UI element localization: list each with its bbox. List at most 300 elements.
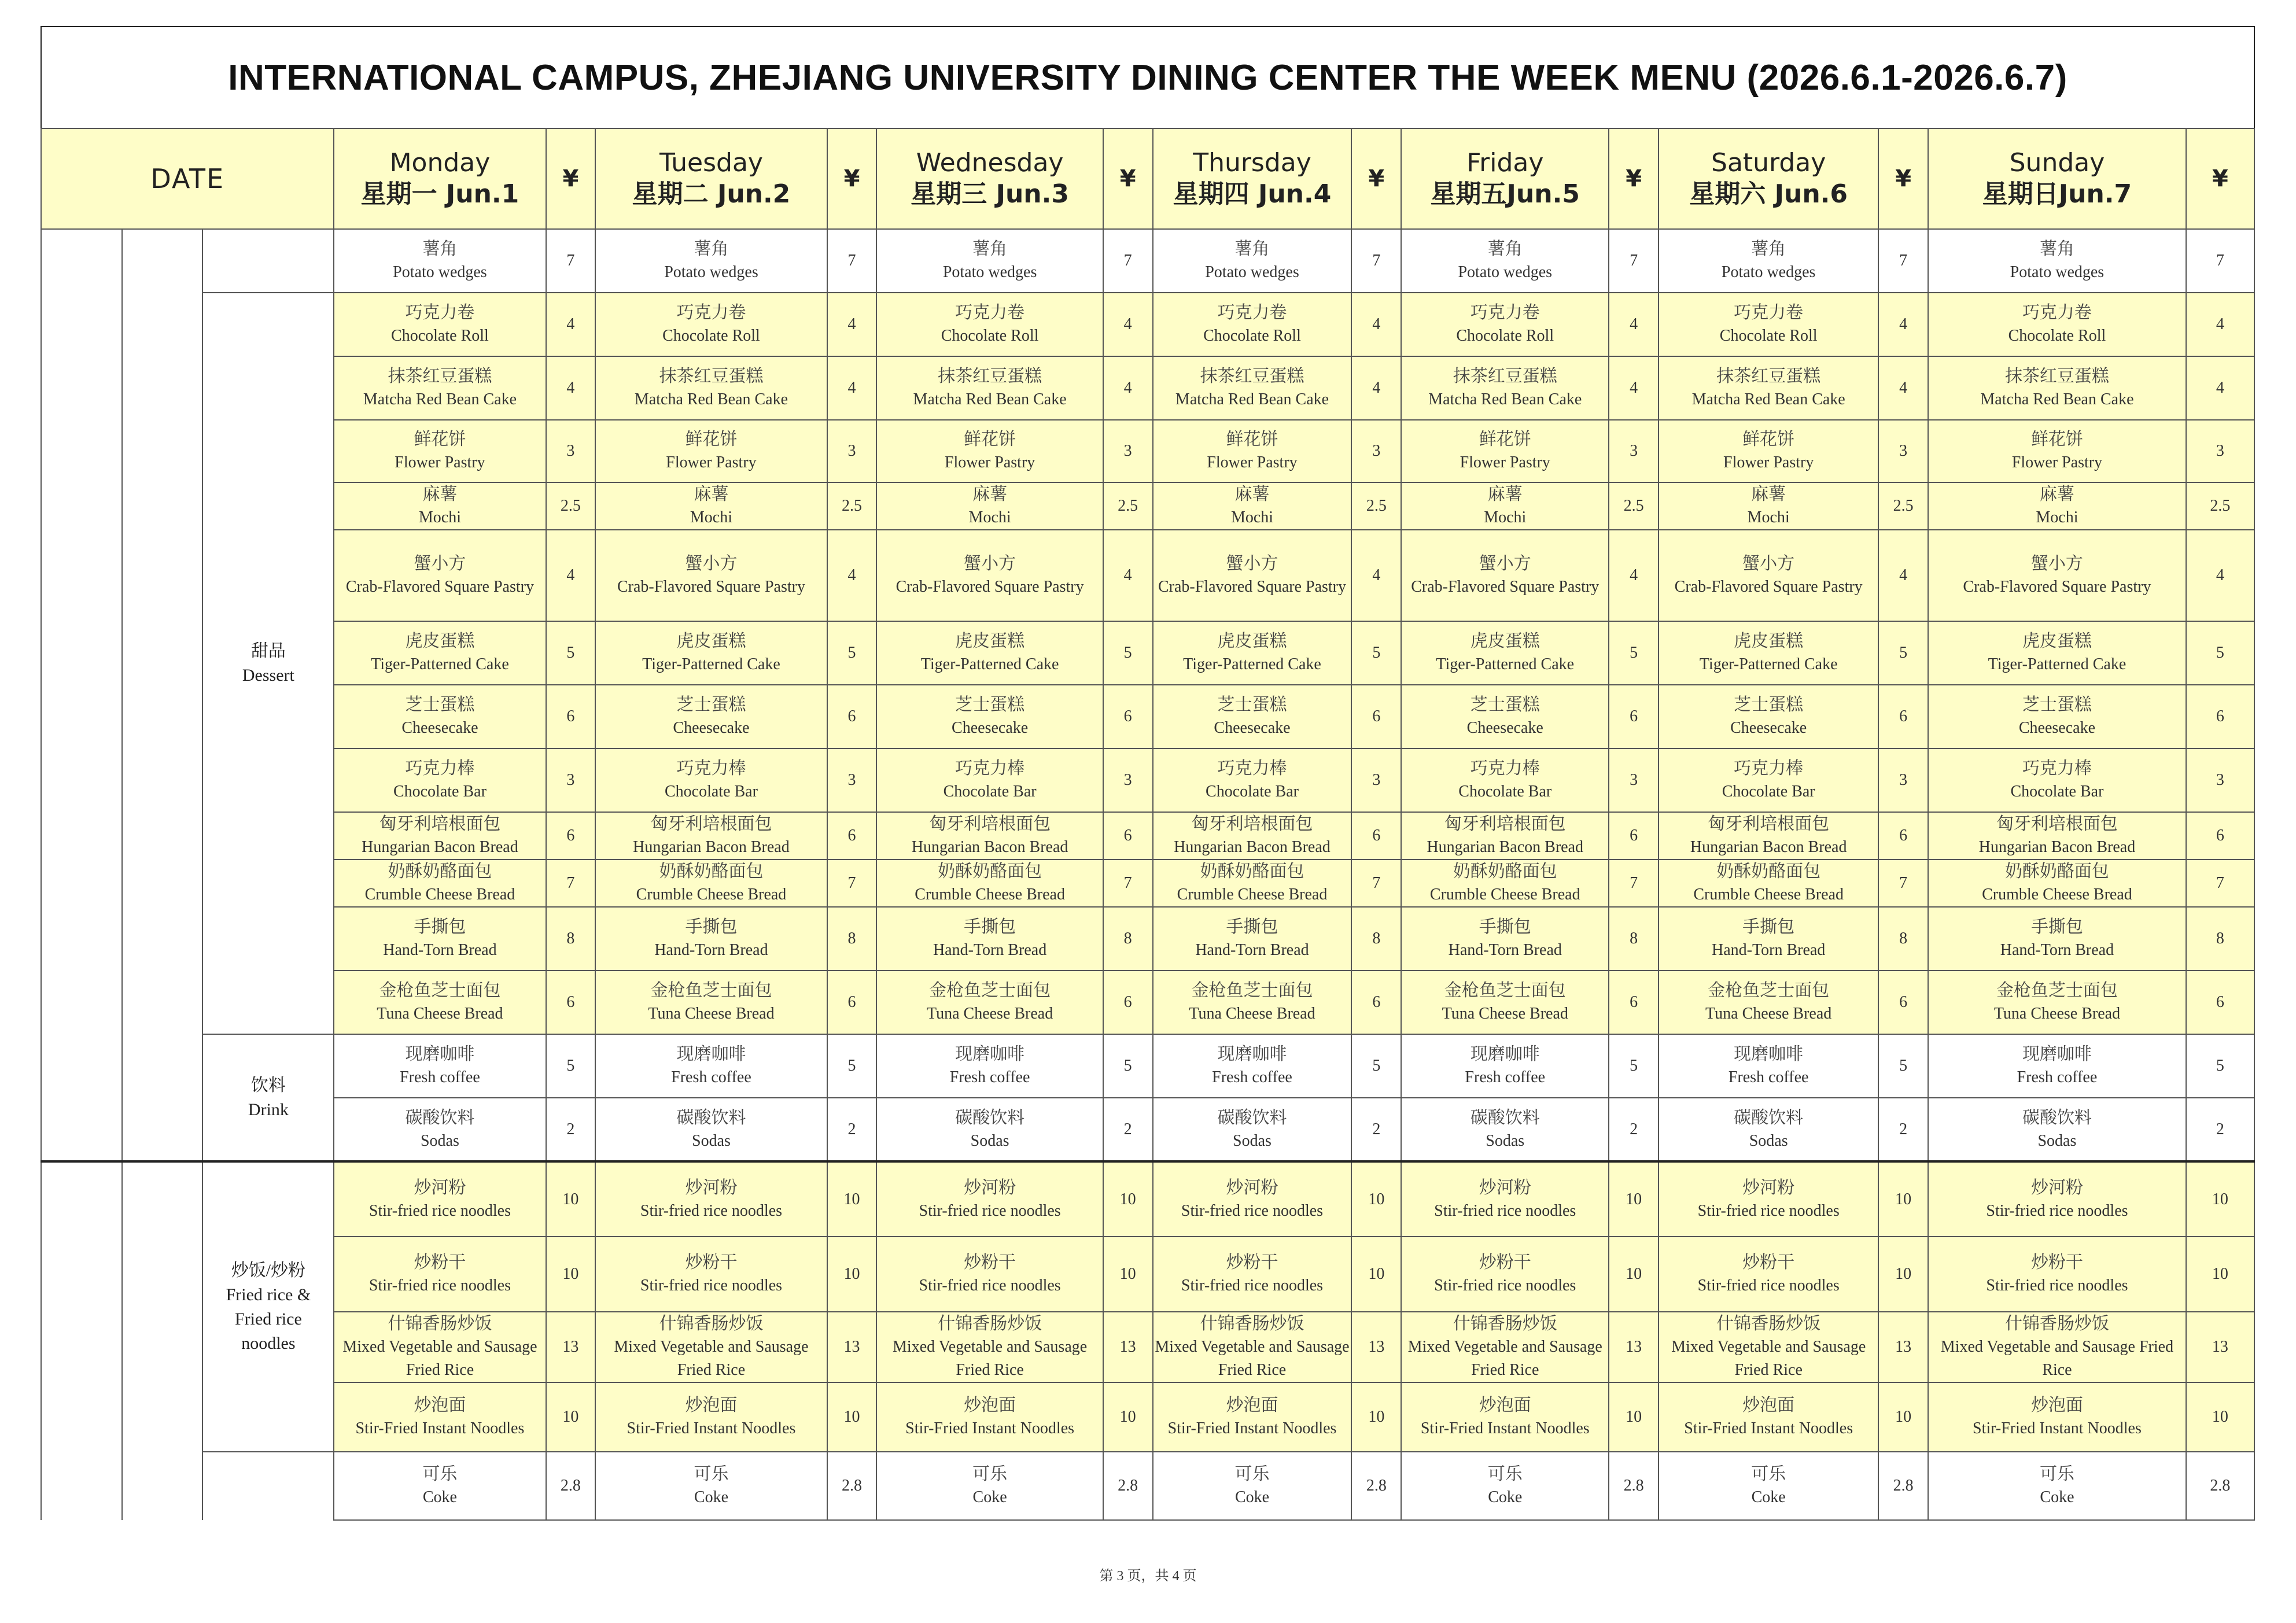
- dish-name-cn: 鲜花饼: [2030, 430, 2083, 449]
- dish-price: 10: [1609, 1161, 1659, 1237]
- dish-name-cn: 巧克力卷: [1217, 303, 1287, 322]
- dish-cell: [1153, 1034, 1352, 1098]
- dish-price: 2: [1351, 1098, 1401, 1161]
- dish-name-cn: 金枪鱼芝士面包: [929, 981, 1051, 1000]
- dish-price: 10: [827, 1237, 877, 1312]
- dish-price: 5: [1878, 621, 1928, 685]
- dish-cell: [334, 812, 546, 860]
- dish-name-cn: 手撕包: [2030, 917, 2083, 936]
- dish-cell: [1153, 907, 1352, 971]
- dish-name-cn: 蟹小方: [964, 554, 1016, 573]
- dish-price: 13: [827, 1312, 877, 1382]
- dish-cell: [1401, 812, 1609, 860]
- category-empty: [202, 229, 334, 293]
- dish-name-en: Chocolate Roll: [662, 327, 760, 345]
- dish-price: 2.5: [1351, 482, 1401, 530]
- dish-name-en: Crumble Cheese Bread: [364, 886, 515, 903]
- price-header: ¥: [546, 128, 596, 229]
- dish-name-en: Coke: [694, 1488, 729, 1506]
- dish-price: 13: [2186, 1312, 2254, 1382]
- dish-name-cn: 金枪鱼芝士面包: [1191, 981, 1313, 1000]
- dish-name-en: Crumble Cheese Bread: [1429, 886, 1580, 903]
- dish-name-cn: 蟹小方: [2030, 554, 2083, 573]
- dish-cell: [1659, 1312, 1878, 1382]
- dish-price: 7: [1103, 229, 1153, 293]
- dish-cell: [876, 229, 1103, 293]
- day-header-sunday: [1928, 128, 2186, 229]
- dish-name-cn: 金枪鱼芝士面包: [1444, 981, 1566, 1000]
- dish-name-cn: 薯角: [1751, 239, 1786, 259]
- dish-cell: [595, 971, 827, 1034]
- day-name: Thursday: [1193, 148, 1311, 178]
- dish-name-cn: 可乐: [422, 1465, 458, 1484]
- dish-name-cn: 麻薯: [422, 485, 458, 504]
- dish-name-cn: 薯角: [1234, 239, 1270, 259]
- dish-cell: [876, 1161, 1103, 1237]
- dish-cell: [1153, 1161, 1352, 1237]
- dish-name-en: Tiger-Patterned Cake: [1699, 655, 1838, 673]
- dish-cell: [1659, 356, 1878, 420]
- dish-name-en: Potato wedges: [1205, 263, 1299, 281]
- dish-cell: [1928, 1098, 2186, 1161]
- dish-name-en: Chocolate Bar: [1458, 783, 1552, 801]
- dish-price: 4: [827, 356, 877, 420]
- price-header: ¥: [827, 128, 877, 229]
- dish-name-en: Coke: [1751, 1488, 1786, 1506]
- dish-name-cn: 薯角: [2039, 239, 2074, 259]
- dish-price: 2: [1103, 1098, 1153, 1161]
- dish-name-cn: 抹茶红豆蛋糕: [2004, 367, 2109, 386]
- day-header-wednesday: [876, 128, 1103, 229]
- menu-row: [41, 907, 2254, 971]
- dish-name-en: Chocolate Roll: [391, 327, 489, 345]
- dish-price: 10: [1878, 1237, 1928, 1312]
- dish-name-en: Matcha Red Bean Cake: [1691, 390, 1845, 408]
- dish-price: 4: [1351, 293, 1401, 356]
- dish-price: 4: [1103, 293, 1153, 356]
- dish-price: 13: [1609, 1312, 1659, 1382]
- dish-price: 5: [1351, 1034, 1401, 1098]
- dish-name-en: Crab-Flavored Square Pastry: [895, 578, 1084, 596]
- dish-cell: [1401, 907, 1609, 971]
- dish-price: 4: [2186, 530, 2254, 621]
- dish-price: 7: [1351, 860, 1401, 907]
- dish-name-cn: 金枪鱼芝士面包: [1996, 981, 2118, 1000]
- dish-name-en: Chocolate Roll: [2008, 327, 2106, 345]
- dish-name-cn: 什锦香肠炒饭: [1200, 1314, 1304, 1333]
- dish-name-cn: 芝士蛋糕: [955, 695, 1025, 714]
- dish-price: 4: [546, 293, 596, 356]
- dish-name-en: Potato wedges: [2010, 263, 2105, 281]
- dish-name-en: Stir-fried rice noodles: [368, 1201, 511, 1220]
- dish-name-en: Sodas: [420, 1131, 459, 1150]
- dish-name-cn: 什锦香肠炒饭: [388, 1314, 492, 1333]
- menu-row: [41, 1452, 2254, 1520]
- dish-name-cn: 麻薯: [1487, 485, 1523, 504]
- dish-cell: [1659, 1237, 1878, 1312]
- dish-name-en: Potato wedges: [1458, 263, 1553, 281]
- dish-name-cn: 麻薯: [694, 485, 729, 504]
- dish-name-cn: 什锦香肠炒饭: [1453, 1314, 1557, 1333]
- dish-name-cn: 蟹小方: [1479, 554, 1531, 573]
- dish-cell: [1928, 420, 2186, 482]
- dish-name-cn: 巧克力棒: [955, 759, 1025, 778]
- dish-name-cn: 薯角: [972, 239, 1008, 259]
- dish-name-en: Coke: [972, 1488, 1007, 1506]
- dish-price: 6: [2186, 685, 2254, 748]
- dish-name-en: Flower Pastry: [2011, 453, 2103, 471]
- dish-price: 4: [1878, 530, 1928, 621]
- dish-price: 7: [827, 860, 877, 907]
- dish-cell: [876, 860, 1103, 907]
- menu-row: [41, 748, 2254, 812]
- dish-price: 3: [1351, 420, 1401, 482]
- dish-name-en: Chocolate Bar: [2010, 783, 2104, 801]
- dish-name-cn: 奶酥奶酪面包: [388, 862, 492, 881]
- dish-name-cn: 巧克力卷: [1470, 303, 1540, 322]
- section-column-b: [122, 229, 202, 1161]
- dish-name-en: Tiger-Patterned Cake: [1183, 655, 1321, 673]
- dish-name-cn: 奶酥奶酪面包: [1200, 862, 1304, 881]
- dish-price: 6: [1103, 685, 1153, 748]
- dish-name-cn: 薯角: [422, 239, 458, 259]
- day-date: 星期二 Jun.2: [632, 179, 791, 209]
- dish-price: 7: [546, 860, 596, 907]
- dish-price: 3: [546, 420, 596, 482]
- dish-price: 8: [1878, 907, 1928, 971]
- dish-name-en: Chocolate Roll: [941, 327, 1039, 345]
- dish-cell: [334, 685, 546, 748]
- dish-name-cn: 可乐: [2039, 1465, 2074, 1484]
- dish-cell: [1153, 971, 1352, 1034]
- dish-name-en: Mixed Vegetable and Sausage Fried Rice: [893, 1338, 1088, 1379]
- dish-cell: [876, 1237, 1103, 1312]
- dish-name-cn: 炒泡面: [685, 1396, 738, 1415]
- dish-price: 4: [546, 356, 596, 420]
- dish-name-cn: 现磨咖啡: [1470, 1045, 1540, 1064]
- dish-price: 10: [1351, 1382, 1401, 1452]
- dish-price: 5: [1351, 621, 1401, 685]
- dish-name-en: Flower Pastry: [944, 453, 1035, 471]
- dish-price: 3: [1878, 420, 1928, 482]
- dish-cell: [1928, 356, 2186, 420]
- dish-name-cn: 炒泡面: [2030, 1396, 2083, 1415]
- dish-name-en: Mochi: [418, 508, 461, 526]
- dish-price: 10: [546, 1382, 596, 1452]
- menu-row: [41, 1098, 2254, 1161]
- dish-cell: [876, 1034, 1103, 1098]
- dish-name-en: Mochi: [1484, 508, 1527, 526]
- dish-cell: [1153, 530, 1352, 621]
- dish-name-en: Sodas: [692, 1131, 731, 1150]
- dish-cell: [1401, 860, 1609, 907]
- dish-cell: [1401, 1237, 1609, 1312]
- dish-cell: [1401, 1452, 1609, 1520]
- dish-name-en: Mochi: [690, 508, 733, 526]
- dish-price: 6: [1609, 685, 1659, 748]
- dish-cell: [876, 907, 1103, 971]
- dish-cell: [334, 860, 546, 907]
- dish-cell: [1928, 482, 2186, 530]
- price-header: ¥: [1609, 128, 1659, 229]
- dish-name-cn: 匈牙利培根面包: [650, 814, 772, 833]
- dish-cell: [1401, 293, 1609, 356]
- dish-name-en: Stir-fried rice noodles: [1986, 1277, 2128, 1294]
- dish-name-cn: 现磨咖啡: [1734, 1045, 1804, 1064]
- day-header-thursday: [1153, 128, 1352, 229]
- dish-name-cn: 巧克力棒: [2022, 759, 2092, 778]
- dish-price: 4: [1103, 530, 1153, 621]
- dish-price: 8: [1103, 907, 1153, 971]
- dish-name-cn: 芝士蛋糕: [1734, 695, 1804, 714]
- dish-price: 2: [827, 1098, 877, 1161]
- dish-name-cn: 碳酸饮料: [1470, 1108, 1540, 1127]
- dish-cell: [1928, 621, 2186, 685]
- dish-name-en: Crumble Cheese Bread: [636, 886, 787, 903]
- dish-price: 5: [546, 1034, 596, 1098]
- dish-name-cn: 匈牙利培根面包: [379, 814, 501, 833]
- dish-cell: [876, 1098, 1103, 1161]
- dish-cell: [1153, 685, 1352, 748]
- dish-name-cn: 奶酥奶酪面包: [938, 862, 1042, 881]
- dish-name-cn: 芝士蛋糕: [676, 695, 746, 714]
- dish-price: 13: [1878, 1312, 1928, 1382]
- dish-name-en: Flower Pastry: [1207, 453, 1298, 471]
- dish-name-en: Tiger-Patterned Cake: [1988, 655, 2127, 673]
- dish-price: 10: [1103, 1382, 1153, 1452]
- menu-row: [41, 293, 2254, 356]
- dish-name-cn: 巧克力棒: [676, 759, 746, 778]
- dish-price: 3: [1351, 748, 1401, 812]
- dish-name-cn: 炒河粉: [1742, 1178, 1795, 1197]
- dish-price: 2.8: [2186, 1452, 2254, 1520]
- dish-price: 2.5: [1103, 482, 1153, 530]
- dish-name-cn: 虎皮蛋糕: [955, 632, 1025, 651]
- dish-name-cn: 麻薯: [1234, 485, 1270, 504]
- dish-name-en: Crab-Flavored Square Pastry: [345, 578, 534, 596]
- dish-price: 6: [546, 685, 596, 748]
- dish-name-cn: 奶酥奶酪面包: [2004, 862, 2109, 881]
- dish-price: 4: [546, 530, 596, 621]
- dish-name-cn: 炒泡面: [414, 1396, 466, 1415]
- dish-price: 13: [546, 1312, 596, 1382]
- dish-cell: [1659, 482, 1878, 530]
- dish-name-en: Tuna Cheese Bread: [648, 1005, 775, 1023]
- dish-cell: [334, 420, 546, 482]
- dish-cell: [876, 420, 1103, 482]
- dish-price: 6: [1103, 812, 1153, 860]
- dish-cell: [595, 685, 827, 748]
- dish-price: 5: [1878, 1034, 1928, 1098]
- dish-name-en: Crumble Cheese Bread: [1982, 886, 2132, 903]
- dish-name-en: Coke: [1488, 1488, 1523, 1506]
- dish-name-cn: 现磨咖啡: [405, 1045, 475, 1064]
- dish-cell: [334, 1161, 546, 1237]
- dish-name-cn: 炒河粉: [1226, 1178, 1278, 1197]
- dish-cell: [1401, 530, 1609, 621]
- dish-name-cn: 可乐: [694, 1465, 729, 1484]
- dish-price: 8: [2186, 907, 2254, 971]
- dish-name-cn: 芝士蛋糕: [405, 695, 475, 714]
- dish-name-en: Stir-fried rice noodles: [1697, 1277, 1840, 1294]
- dish-cell: [1659, 812, 1878, 860]
- dish-name-en: Mochi: [2036, 508, 2078, 526]
- dish-cell: [334, 1034, 546, 1098]
- dish-cell: [334, 1452, 546, 1520]
- dish-name-en: Cheesecake: [1466, 719, 1543, 737]
- day-date: 星期一 Jun.1: [360, 179, 519, 209]
- dish-name-cn: 炒泡面: [964, 1396, 1016, 1415]
- dish-name-en: Matcha Red Bean Cake: [1980, 390, 2134, 408]
- dish-cell: [1401, 748, 1609, 812]
- dish-cell: [1659, 420, 1878, 482]
- dish-price: 7: [827, 229, 877, 293]
- dish-cell: [1401, 1098, 1609, 1161]
- day-date: 星期三 Jun.3: [911, 179, 1069, 209]
- dish-price: 4: [827, 293, 877, 356]
- dish-name-en: Fresh coffee: [671, 1068, 751, 1086]
- dish-name-en: Crab-Flavored Square Pastry: [1963, 578, 2151, 596]
- dish-price: 6: [1878, 685, 1928, 748]
- dish-price: 3: [1878, 748, 1928, 812]
- dish-price: 10: [1878, 1161, 1928, 1237]
- dish-name-en: Chocolate Bar: [664, 783, 758, 801]
- dish-name-en: Stir-fried rice noodles: [640, 1277, 783, 1294]
- price-header: ¥: [1351, 128, 1401, 229]
- dish-price: 10: [2186, 1382, 2254, 1452]
- dish-name-en: Hand-Torn Bread: [1448, 941, 1562, 959]
- dish-price: 6: [1878, 971, 1928, 1034]
- dish-price: 2.8: [546, 1452, 596, 1520]
- dish-cell: [876, 356, 1103, 420]
- dish-name-cn: 可乐: [1751, 1465, 1786, 1484]
- dish-cell: [1153, 1382, 1352, 1452]
- day-header-tuesday: [595, 128, 827, 229]
- dish-price: 5: [1609, 621, 1659, 685]
- dish-cell: [595, 1312, 827, 1382]
- page-footer: 第 3 页，共 4 页: [1099, 1569, 1197, 1584]
- dish-cell: [1928, 907, 2186, 971]
- dish-name-en: Tuna Cheese Bread: [1705, 1005, 1832, 1023]
- menu-row: [41, 860, 2254, 907]
- dish-name-cn: 虎皮蛋糕: [676, 632, 746, 651]
- dish-price: 6: [1878, 812, 1928, 860]
- dish-cell: [595, 907, 827, 971]
- dish-price: 5: [1609, 1034, 1659, 1098]
- dish-name-cn: 炒粉干: [2030, 1253, 2083, 1272]
- dish-cell: [1401, 1312, 1609, 1382]
- dish-cell: [1401, 1034, 1609, 1098]
- date-header: DATE: [41, 128, 334, 229]
- dish-name-cn: 炒粉干: [964, 1253, 1016, 1272]
- date-header-row: [41, 128, 2254, 229]
- dish-cell: [1928, 812, 2186, 860]
- dish-name-cn: 巧克力卷: [955, 303, 1025, 322]
- dish-price: 5: [2186, 1034, 2254, 1098]
- dish-price: 3: [827, 748, 877, 812]
- dish-name-en: Matcha Red Bean Cake: [634, 390, 788, 408]
- dish-name-en: Stir-fried rice noodles: [1181, 1201, 1324, 1220]
- dish-cell: [1659, 621, 1878, 685]
- dish-name-en: Sodas: [2037, 1131, 2077, 1150]
- day-date: 星期日Jun.7: [1982, 179, 2132, 209]
- dish-name-en: Flower Pastry: [395, 453, 485, 471]
- dish-name-en: Hand-Torn Bread: [2000, 941, 2114, 959]
- dish-name-en: Stir-fried rice noodles: [640, 1201, 783, 1220]
- dish-name-cn: 金枪鱼芝士面包: [379, 981, 501, 1000]
- dish-price: 10: [827, 1382, 877, 1452]
- dish-price: 10: [1351, 1161, 1401, 1237]
- dish-name-en: Mixed Vegetable and Sausage Fried Rice: [1671, 1338, 1866, 1379]
- dish-price: 10: [1878, 1382, 1928, 1452]
- dish-name-cn: 薯角: [1487, 239, 1523, 259]
- dish-cell: [595, 1034, 827, 1098]
- dish-name-cn: 炒泡面: [1479, 1396, 1531, 1415]
- dish-price: 7: [1609, 229, 1659, 293]
- dish-name-en: Stir-Fried Instant Noodles: [1973, 1419, 2142, 1437]
- weekly-menu-table: [40, 128, 2255, 1521]
- dish-name-en: Stir-Fried Instant Noodles: [626, 1419, 796, 1437]
- dish-name-en: Crab-Flavored Square Pastry: [1674, 578, 1863, 596]
- dish-name-cn: 碳酸饮料: [1734, 1108, 1804, 1127]
- dish-cell: [595, 293, 827, 356]
- day-name: Monday: [389, 148, 491, 178]
- dish-name-cn: 可乐: [1234, 1465, 1270, 1484]
- day-date: 星期五Jun.5: [1430, 179, 1580, 209]
- dish-cell: [1153, 229, 1352, 293]
- dish-name-cn: 匈牙利培根面包: [1996, 814, 2118, 833]
- dish-price: 2.5: [546, 482, 596, 530]
- dish-cell: [876, 530, 1103, 621]
- dish-name-en: Crumble Cheese Bread: [915, 886, 1065, 903]
- dish-name-cn: 鲜花饼: [414, 430, 466, 449]
- dish-name-cn: 麻薯: [1751, 485, 1786, 504]
- dish-name-cn: 薯角: [694, 239, 729, 259]
- dish-cell: [334, 356, 546, 420]
- dish-cell: [1401, 1382, 1609, 1452]
- dish-name-en: Mochi: [1747, 508, 1790, 526]
- dish-name-en: Coke: [1234, 1488, 1270, 1506]
- category-fried: 炒饭/炒粉 Fried rice & Fried rice noodles: [202, 1161, 334, 1452]
- dish-name-cn: 碳酸饮料: [955, 1108, 1025, 1127]
- menu-row: [41, 420, 2254, 482]
- dish-price: 10: [1609, 1237, 1659, 1312]
- dish-name-en: Stir-fried rice noodles: [919, 1201, 1061, 1220]
- dish-cell: [595, 420, 827, 482]
- dish-cell: [876, 482, 1103, 530]
- dish-cell: [1928, 229, 2186, 293]
- dish-name-cn: 巧克力棒: [1734, 759, 1804, 778]
- dish-price: 3: [1609, 420, 1659, 482]
- dish-name-en: Hungarian Bacon Bread: [633, 838, 790, 856]
- dish-name-cn: 抹茶红豆蛋糕: [1453, 367, 1557, 386]
- dish-price: 3: [1103, 748, 1153, 812]
- dish-cell: [595, 860, 827, 907]
- day-date: 星期四 Jun.4: [1173, 179, 1332, 209]
- dish-name-en: Cheesecake: [2018, 719, 2096, 737]
- dish-price: 6: [546, 971, 596, 1034]
- dish-cell: [876, 293, 1103, 356]
- dish-name-cn: 金枪鱼芝士面包: [650, 981, 772, 1000]
- dish-price: 6: [2186, 971, 2254, 1034]
- dish-price: 10: [546, 1161, 596, 1237]
- dish-name-en: Potato wedges: [664, 263, 758, 281]
- dish-name-cn: 鲜花饼: [1479, 430, 1531, 449]
- dish-name-en: Mixed Vegetable and Sausage Fried Rice: [1155, 1338, 1350, 1379]
- dish-price: 2.5: [827, 482, 877, 530]
- dish-name-en: Tuna Cheese Bread: [1993, 1005, 2121, 1023]
- dish-cell: [1928, 685, 2186, 748]
